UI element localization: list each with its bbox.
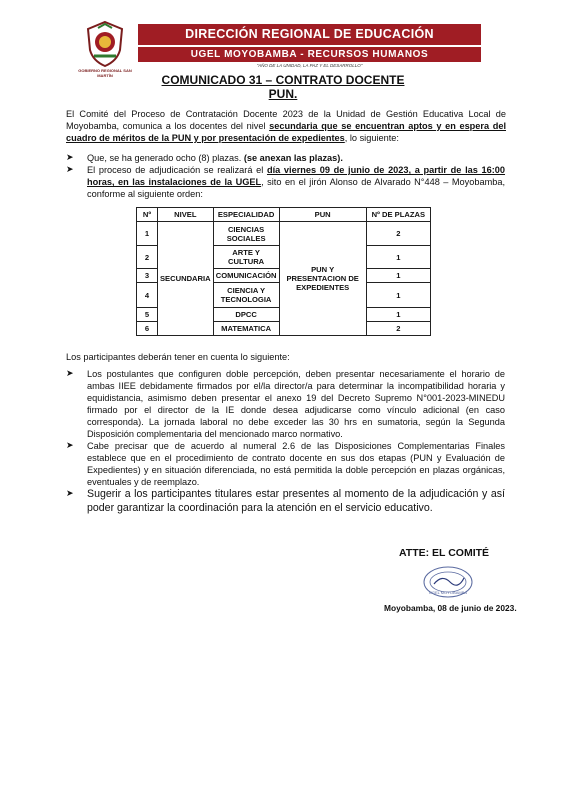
row-number: 3 — [137, 269, 158, 283]
bullet-plazas-note: (se anexan las plazas). — [243, 153, 343, 163]
table-header: Nº DE PLAZAS — [366, 208, 430, 222]
especialidad-cell: CIENCIAS SOCIALES — [213, 222, 279, 246]
header-subtitle: UGEL MOYOBAMBA - RECURSOS HUMANOS — [138, 47, 481, 62]
plazas-cell: 2 — [366, 322, 430, 336]
bullet-adjudicacion — [87, 164, 505, 200]
row-number: 1 — [137, 222, 158, 246]
point-disposiciones: Cabe precisar que de acuerdo al numeral 2.6 de las Disposiciones Complementarias Finales establece que en el procedimiento de contrato docente en sus dos etapas (PUN y Evaluación de Expedientes) y en situación diferenciada, no está permitida la doble percepción en plazas orgánicas, eventuales y de reemplazo. — [87, 441, 505, 487]
arrow-bullet-icon: ➤ — [66, 368, 74, 378]
especialidad-cell: COMUNICACIÓN — [213, 269, 279, 283]
document-title: COMUNICADO 31 – CONTRATO DOCENTE — [161, 73, 405, 87]
regional-government-logo — [84, 20, 126, 68]
especialidad-cell: DPCC — [213, 308, 279, 322]
plazas-cell: 1 — [366, 269, 430, 283]
table-header-row — [137, 208, 431, 222]
table-header: PUN — [279, 208, 366, 222]
table-header: NIVEL — [157, 208, 213, 222]
bullet-plazas — [87, 152, 505, 164]
row-number: 5 — [137, 308, 158, 322]
plazas-cell: 1 — [366, 283, 430, 308]
row-number: 6 — [137, 322, 158, 336]
table-row — [137, 222, 431, 246]
table-header: ESPECIALIDAD — [213, 208, 279, 222]
especialidad-cell: CIENCIA Y TECNOLOGIA — [213, 283, 279, 308]
official-stamp-icon — [422, 564, 474, 600]
plazas-table — [136, 207, 431, 336]
signature-committee: ATTE: EL COMITÉ — [399, 547, 490, 559]
bullet-adjudicacion-text: El proceso de adjudicación se realizará el — [87, 165, 267, 175]
plazas-cell: 1 — [366, 246, 430, 269]
header-motto: "AÑO DE LA UNIDAD, LA PAZ Y EL DESARROLLO" — [256, 63, 363, 68]
especialidad-cell: MATEMATICA — [213, 322, 279, 336]
bullet-adjudicacion-highlight: día viernes 09 de junio de 2023, a partir de las 16:00 horas, en las instalaciones de la UGEL — [87, 165, 506, 187]
logo-text: GOBIERNO REGIONAL SAN MARTÍN — [78, 68, 132, 78]
nivel-cell: SECUNDARIA — [157, 222, 213, 336]
stamp-text: UGEL MOYOBAMBA — [428, 590, 468, 595]
document-title-line2: PUN. — [268, 87, 298, 101]
row-number: 2 — [137, 246, 158, 269]
intro-highlight: secundaria que se encuentran aptos y en espera del cuadro de méritos de la PUN y por presentación de expedientes — [66, 121, 506, 143]
especialidad-cell: ARTE Y CULTURA — [213, 246, 279, 269]
pun-cell: PUN Y PRESENTACION DE EXPEDIENTES — [279, 222, 366, 336]
table-header: Nº — [137, 208, 158, 222]
participants-intro: Los participantes deberán tener en cuenta lo siguiente: — [66, 352, 290, 362]
point-sugerencia: Sugerir a los participantes titulares estar presentes al momento de la adjudicación y así poder garantizar la coordinación para la atención en el servicio educativo. — [87, 488, 505, 514]
point-doble-percepcion: Los postulantes que configuren doble percepción, deben presentar necesariamente el horario de ambas IIEE debidamente firmados por el/la director/a para determinar la incompatibilidad horaria y equidistancia, asimismo deben presentar el anexo 19 del Decreto Supremo N°001-2023-MINEDU firmado por el director de la IE donde desea adjudicarse como vínculo adicional (en caso corresponda). La jornada laboral no debe exceder las 30 hrs en sumatoria, según la Segunda Disposición complementaria del mencionado marco normativo. — [87, 369, 505, 439]
document-date: Moyobamba, 08 de junio de 2023. — [384, 603, 517, 613]
intro-paragraph — [66, 108, 506, 144]
plazas-cell: 2 — [366, 222, 430, 246]
header-title: DIRECCIÓN REGIONAL DE EDUCACIÓN — [138, 24, 481, 45]
plazas-cell: 1 — [366, 308, 430, 322]
row-number: 4 — [137, 283, 158, 308]
intro-text: El Comité del Proceso de Contratación Docente 2023 de la Unidad de Gestión Educativa Local de Moyobamba, comunica a los docentes del nivel — [66, 109, 506, 131]
arrow-bullet-icon: ➤ — [66, 440, 74, 450]
arrow-bullet-icon: ➤ — [66, 164, 74, 174]
arrow-bullet-icon: ➤ — [66, 152, 74, 162]
bullet-plazas-text: Que, se ha generado ocho (8) plazas. — [87, 153, 244, 163]
arrow-bullet-icon: ➤ — [66, 488, 74, 498]
intro-end: , lo siguiente: — [344, 133, 399, 143]
bullet-adjudicacion-end: , sito en el jirón Alonso de Alvarado N°448 – Moyobamba, conforme al siguiente orden: — [87, 177, 506, 199]
